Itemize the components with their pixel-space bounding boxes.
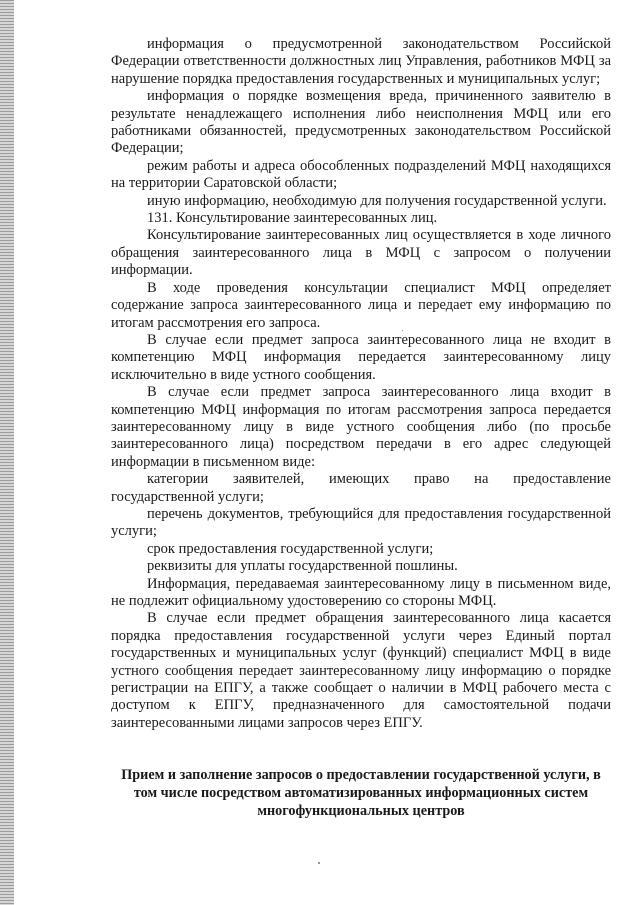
list-item-fee-details: реквизиты для уплаты государственной пошлины. — [147, 558, 458, 575]
paragraph-out-of-competence: В случае если предмет запроса заинтересованного лица не входит в компетенцию МФЦ информация передается заинтересованному лицу исключительно в виде устного сообщения. — [111, 331, 611, 383]
paragraph-liability-info: информация о предусмотренной законодательством Российской Федерации ответственности должностных лиц Управления, работников МФЦ за нарушение порядка предоставления государственных и муниципальных услуг; — [111, 36, 611, 87]
paragraph-epgu-portal: В случае если предмет обращения заинтересованного лица касается порядка предоставления государственной услуги через Единый портал государственных и муниципальных услуг (функций) специалист МФЦ в виде устного сообщения передает заинтересованному лицу информацию о порядке регистрации на ЕПГУ, а также сообщает о наличии в МФЦ рабочего места с доступом к ЕПГУ, предназначенного для самостоятельной подачи заинтересованными лицами запросов через ЕПГУ. — [111, 610, 611, 731]
section-heading: Прием и заполнение запросов о предоставлении государственной услуги, в том числе посредством автоматизированных информационных систем многофункциональных центров — [121, 767, 601, 820]
paragraph-damage-compensation: информация о порядке возмещения вреда, причиненного заявителю в результате ненадлежащего исполнения либо неисполнения МФЦ или его работниками обязанностей, предусмотренных законодательством Российской Федерации; — [111, 88, 611, 157]
scan-edge-shadow — [0, 0, 14, 905]
list-item-service-term: срок предоставления государственной услуги; — [147, 540, 434, 557]
paragraph-item-131: 131. Консультирование заинтересованных лиц. — [147, 210, 438, 227]
list-item-applicant-categories: категории заявителей, имеющих право на предоставление государственной услуги; — [111, 471, 611, 505]
paragraph-consulting-process: Консультирование заинтересованных лиц осуществляется в ходе личного обращения заинтересованного лица в МФЦ с запросом о получении информации. — [111, 227, 611, 279]
list-item-document-list: перечень документов, требующийся для предоставления государственной услуги; — [111, 505, 611, 540]
paragraph-consultation-specialist: В ходе проведения консультации специалист МФЦ определяет содержание запроса заинтересованного лица и передает ему информацию по итогам рассмотрения его запроса. — [111, 279, 611, 331]
paragraph-written-info: Информация, передаваемая заинтересованному лицу в письменном виде, не подлежит официальному удостоверению со стороны МФЦ. — [111, 575, 611, 609]
scan-speck — [318, 862, 320, 864]
scan-speck — [402, 330, 403, 331]
paragraph-in-competence: В случае если предмет запроса заинтересованного лица входит в компетенцию МФЦ информация по итогам рассмотрения запроса передается заинтересованному лицу в виде устного сообщения либо (по просьбе заинтересованного лица) посредством передачи в его адрес следующей информации в письменном виде: — [111, 384, 611, 470]
paragraph-other-info: иную информацию, необходимую для получения государственной услуги. — [147, 192, 607, 209]
paragraph-office-hours: режим работы и адреса обособленных подразделений МФЦ находящихся на территории Саратовской области; — [111, 157, 611, 192]
document-page — [111, 36, 611, 820]
